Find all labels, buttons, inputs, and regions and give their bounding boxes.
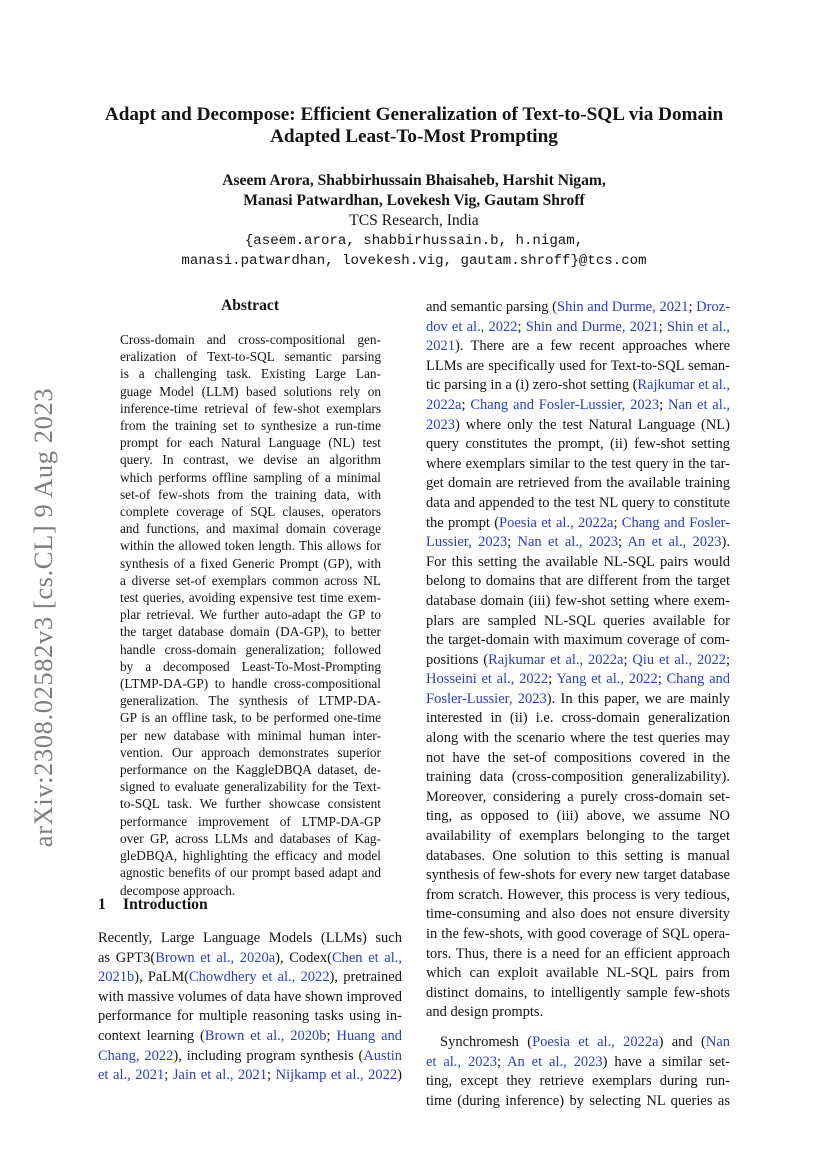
text-line: which can exploit available NL-SQL pairs from xyxy=(426,965,730,982)
abstract-line: (LTMP-DA-GP) to handle cross-compositional xyxy=(120,676,381,692)
arxiv-identifier-text: arXiv:2308.02582v3 [cs.CL] 9 Aug 2023 xyxy=(28,387,59,847)
text-line: Chang, 2022), including program synthesis (Austin xyxy=(98,1047,402,1064)
abstract-line: query. In contrast, we devise an algorithm xyxy=(120,452,381,468)
citation-link[interactable]: Chang and xyxy=(666,671,731,688)
abstract-line: signed to evaluate generalizability for the Text- xyxy=(120,779,381,795)
text-line: et al., 2021; Jain et al., 2021; Nijkamp et al., 2022) xyxy=(98,1067,403,1084)
text-line: query constitutes the prompt, (ii) few-shot setting xyxy=(426,436,730,453)
abstract-line: a diverse set-of exemplars common across NL xyxy=(120,572,381,588)
abstract-line: per new database with minimal human inter- xyxy=(120,727,381,743)
citation-link[interactable]: An et al., 2023 xyxy=(507,1053,603,1070)
paper-title xyxy=(90,104,738,148)
introduction-left-column xyxy=(98,929,402,1086)
text-line: 2022a; Chang and Fosler-Lussier, 2023; Nan et al., xyxy=(426,396,731,413)
citation-link[interactable]: An et al., 2023 xyxy=(627,534,722,551)
text-line: not have the set-of compositions covered in the xyxy=(426,749,730,766)
citation-link[interactable]: Austin xyxy=(363,1047,402,1064)
text-line: 2021b), PaLM(Chowdhery et al., 2022), pretrained xyxy=(98,969,402,986)
citation-link[interactable]: Nijkamp et al., 2022 xyxy=(275,1067,398,1084)
citation-link[interactable]: Chang and Fosler- xyxy=(621,514,730,531)
title-line: Adapt and Decompose: Efficient Generalization of Text-to-SQL via Domain xyxy=(104,104,724,125)
text-line: tic parsing in a (i) zero-shot setting (Rajkumar et al., xyxy=(426,377,731,394)
citation-link[interactable]: Huang and xyxy=(336,1027,402,1044)
text-line: LLMs are specifically used for Text-to-SQL seman- xyxy=(426,357,730,374)
abstract-line: test queries, avoiding expensive test time exem- xyxy=(120,590,381,606)
abstract-body xyxy=(120,331,381,899)
text-line: plars are sampled NL-SQL queries available for xyxy=(426,612,730,629)
citation-link[interactable]: et al., 2021 xyxy=(98,1067,165,1084)
citation-link[interactable]: Chang and Fosler-Lussier, 2023 xyxy=(470,396,660,413)
citation-link[interactable]: Qiu et al., 2022 xyxy=(632,651,726,668)
author-names-line: Aseem Arora, Shabbirhussain Bhaisaheb, Harshit Nigam, xyxy=(222,172,606,189)
citation-link[interactable]: Rajkumar et al., 2022a xyxy=(488,651,624,668)
citation-link[interactable]: Chen et al., xyxy=(331,949,402,966)
citation-link[interactable]: 2023 xyxy=(426,416,455,433)
abstract-line: synthesis of a fixed Generic Prompt (GP), with xyxy=(120,555,381,571)
text-line: where exemplars similar to the test query in the tar- xyxy=(426,455,730,472)
text-line: time (during inference) by selecting NL queries as xyxy=(426,1092,730,1109)
citation-link[interactable]: Chowdhery et al., 2022 xyxy=(189,969,330,986)
abstract-line: from the training set to synthesize a run-time xyxy=(120,418,381,434)
citation-link[interactable]: Fosler-Lussier, 2023 xyxy=(426,690,547,707)
text-line: from scratch. However, this process is very tedious, xyxy=(426,886,730,903)
section-title: Introduction xyxy=(123,896,208,913)
abstract-line: over GP, across LLMs and databases of Kag- xyxy=(120,830,381,846)
citation-link[interactable]: Yang et al., 2022 xyxy=(556,671,658,688)
right-column-text xyxy=(426,298,730,1111)
abstract-line: complete coverage of SQL clauses, operators xyxy=(120,504,381,520)
author-block xyxy=(150,171,678,271)
citation-link[interactable]: 2021b xyxy=(98,969,135,986)
section-heading-introduction xyxy=(98,896,208,914)
text-line: performance for multiple reasoning tasks using in- xyxy=(98,1008,402,1025)
citation-link[interactable]: Shin et al., xyxy=(666,318,731,335)
text-line: databases. One solution to this setting is manual xyxy=(426,847,730,864)
text-line: in the few-shots, with good coverage of SQL opera- xyxy=(426,926,730,942)
abstract-line: eralization of Text-to-SQL semantic parsing xyxy=(120,349,381,365)
abstract-line: is a challenging task. Existing Large Lan- xyxy=(120,366,381,382)
citation-link[interactable]: Poesia et al., 2022a xyxy=(532,1033,659,1050)
text-line: Synchromesh (Poesia et al., 2022a) and (Nan xyxy=(440,1033,731,1050)
abstract-line: gleDBQA, highlighting the efficacy and model xyxy=(120,848,381,864)
text-line: 2021). There are a few recent approaches where xyxy=(426,338,730,355)
text-line: and design prompts. xyxy=(426,1004,544,1021)
citation-link[interactable]: Poesia et al., 2022a xyxy=(499,514,614,531)
arxiv-identifier-stamp xyxy=(28,366,60,868)
title-line: Adapted Least-To-Most Prompting xyxy=(270,126,558,147)
citation-link[interactable]: dov et al., 2022 xyxy=(426,318,518,335)
abstract-line: prompt for each Natural Language (NL) test xyxy=(120,435,381,451)
text-line: the prompt (Poesia et al., 2022a; Chang and Fosler- xyxy=(426,514,730,531)
section-number: 1 xyxy=(98,896,106,913)
author-names-line: Manasi Patwardhan, Lovekesh Vig, Gautam Shroff xyxy=(243,192,585,209)
citation-link[interactable]: Brown et al., 2020b xyxy=(204,1027,327,1044)
citation-link[interactable]: Jain et al., 2021 xyxy=(172,1067,268,1084)
abstract-line: and functions, and maximal domain coverage xyxy=(120,521,381,537)
text-line: with massive volumes of data have shown improved xyxy=(98,988,403,1005)
citation-link[interactable]: Shin and Durme, 2021 xyxy=(557,299,689,315)
citation-link[interactable]: Chang, 2022 xyxy=(98,1047,174,1064)
text-line: and semantic parsing (Shin and Durme, 2021; Droz- xyxy=(426,299,730,315)
text-line: Lussier, 2023; Nan et al., 2023; An et al., 2023). xyxy=(426,534,731,551)
text-line: context learning (Brown et al., 2020b; Huang and xyxy=(98,1027,402,1044)
text-line: synthesis of few-shots for every new target database xyxy=(426,867,730,884)
abstract-line: Cross-domain and cross-compositional gen- xyxy=(120,332,381,347)
text-line: ting, as opposed to (iii) above, we assume NO xyxy=(426,808,730,825)
text-line: distinct domains, to intelligently sample few-shots xyxy=(426,984,730,1001)
text-line: data and appended to the test NL query to constitute xyxy=(426,494,730,511)
citation-link[interactable]: 2022a xyxy=(426,396,462,413)
text-line: Moreover, considering a purely cross-domain set- xyxy=(426,788,730,805)
text-line: et al., 2023; An et al., 2023) have a similar set- xyxy=(426,1053,731,1070)
text-line: For this setting the available NL-SQL pairs would xyxy=(426,553,730,570)
citation-link[interactable]: Nan xyxy=(705,1033,731,1050)
text-line: belong to domains that are different from the target xyxy=(426,573,730,590)
abstract-line: which performs offline sampling of a minimal xyxy=(120,469,381,485)
text-line: positions (Rajkumar et al., 2022a; Qiu et al., 2022; xyxy=(426,651,730,668)
author-emails-line: manasi.patwardhan, lovekesh.vig, gautam.shroff}@tcs.com xyxy=(181,253,647,269)
abstract-line: agnostic benefits of our prompt based adapt and xyxy=(120,865,381,881)
citation-link[interactable]: et al., 2023 xyxy=(426,1053,497,1070)
abstract-line: to-SQL task. We further showcase consistent xyxy=(120,796,381,812)
text-line: along with the scenario where the test queries may xyxy=(426,730,730,747)
text-line: the target-domain with maximum coverage of com- xyxy=(426,632,730,649)
abstract-line: guage Model (LLM) based solutions rely on xyxy=(120,383,381,399)
citation-link[interactable]: Hosseini et al., 2022 xyxy=(426,671,549,688)
text-line: Recently, Large Language Models (LLMs) such xyxy=(98,930,402,946)
text-line: database domain (iii) few-shot setting where exem- xyxy=(426,592,730,609)
abstract-line: GP is an offline task, to be performed one-time xyxy=(120,710,381,726)
text-line: Hosseini et al., 2022; Yang et al., 2022; Chang and xyxy=(426,671,731,688)
citation-link[interactable]: 2021 xyxy=(426,338,455,355)
author-emails-line: {aseem.arora, shabbirhussain.b, h.nigam, xyxy=(244,233,584,249)
abstract-line: by a decomposed Least-To-Most-Prompting xyxy=(120,658,381,674)
author-affiliation: TCS Research, India xyxy=(349,212,479,229)
abstract-line: within the allowed token length. This allows for xyxy=(120,538,381,554)
text-line: tors. Thus, there is a need for an efficient approach xyxy=(426,945,730,962)
citation-link[interactable]: Nan et al., 2023 xyxy=(517,534,618,551)
text-line: dov et al., 2022; Shin and Durme, 2021; Shin et al., xyxy=(426,318,731,335)
abstract-line: performance on the KaggleDBQA dataset, de- xyxy=(120,762,381,778)
text-line: interested in (ii) i.e. cross-domain generalization xyxy=(426,710,730,727)
abstract-line: generalization. The synthesis of LTMP-DA- xyxy=(120,693,381,709)
citation-link[interactable]: Droz- xyxy=(696,299,730,315)
citation-link[interactable]: Shin and Durme, 2021 xyxy=(525,318,659,335)
citation-link[interactable]: Rajkumar et al., xyxy=(637,377,731,394)
abstract-heading: Abstract xyxy=(220,297,280,314)
text-line: 2023) where only the test Natural Language (NL) xyxy=(426,416,730,433)
citation-link[interactable]: Lussier, 2023 xyxy=(426,534,508,551)
abstract-line: decompose approach. xyxy=(120,882,236,898)
text-line: get domain are retrieved from the available training xyxy=(426,475,730,492)
abstract-line: the target database domain (DA-GP), to better xyxy=(120,624,381,640)
text-line: Fosler-Lussier, 2023). In this paper, we are mainly xyxy=(426,690,730,707)
text-line: ting, except they retrieve exemplars during run- xyxy=(426,1073,730,1090)
abstract-line: handle cross-domain generalization; followed xyxy=(120,641,381,657)
text-line: availability of exemplars belonging to the target xyxy=(426,828,730,845)
abstract-line: performance improvement of LTMP-DA-GP xyxy=(120,813,381,829)
citation-link[interactable]: Nan et al., xyxy=(668,396,731,413)
abstract-line: set-of few-shots from the training data, with xyxy=(120,486,381,502)
text-line: as GPT3(Brown et al., 2020a), Codex(Chen et al., xyxy=(98,949,402,966)
abstract-line: plar retrieval. We further auto-adapt the GP to xyxy=(120,607,381,623)
abstract-line: vention. Our approach demonstrates superior xyxy=(120,744,381,760)
citation-link[interactable]: Brown et al., 2020a xyxy=(155,949,276,966)
text-line: time-consuming and also does not ensure diversity xyxy=(426,906,730,923)
abstract-line: inference-time retrieval of few-shot exemplars xyxy=(120,400,381,416)
text-line: training data (cross-composition generalizability). xyxy=(426,769,730,786)
